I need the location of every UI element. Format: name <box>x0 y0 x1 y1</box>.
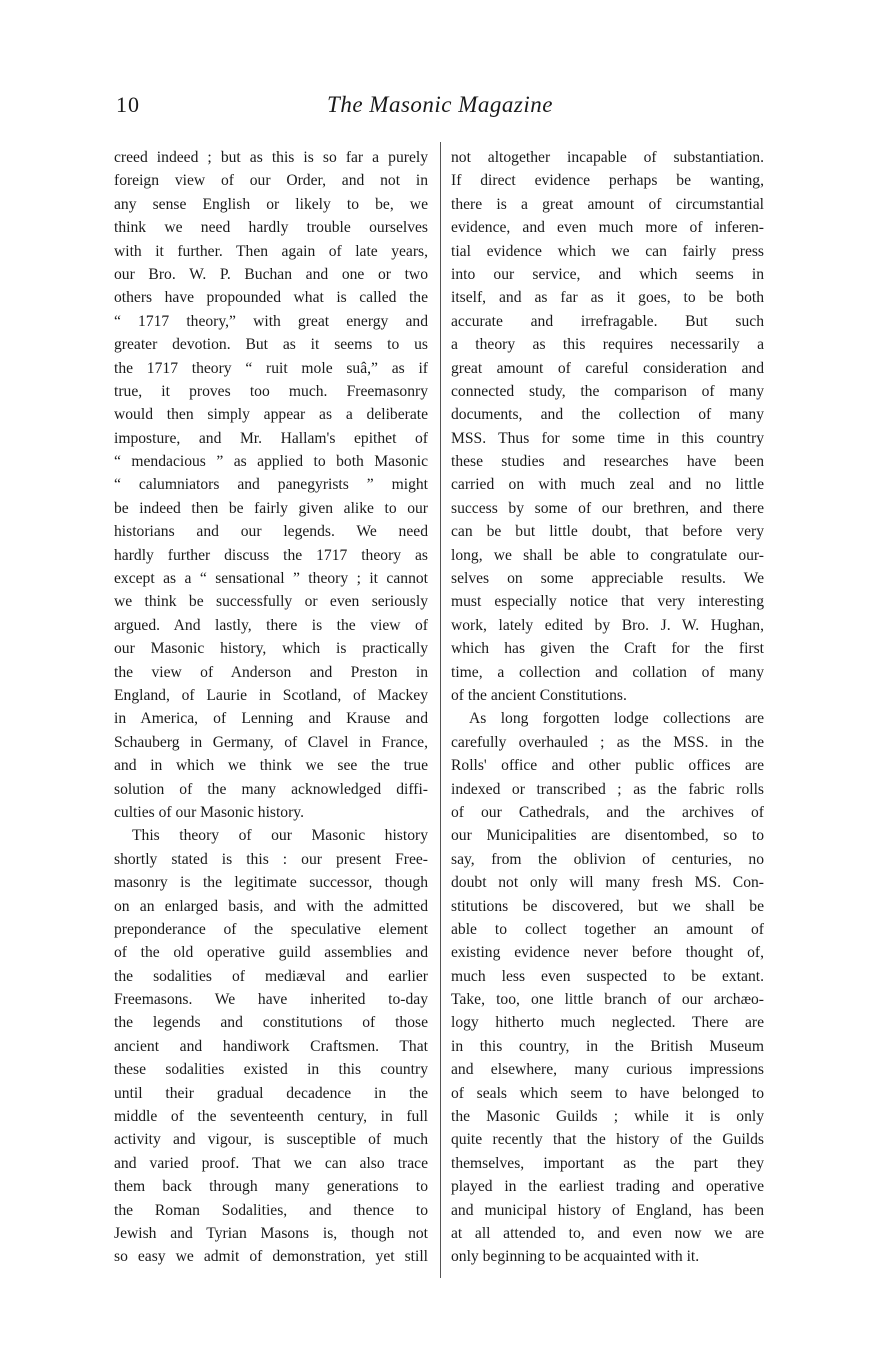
text-line: This theory of our Masonic history <box>132 827 428 845</box>
text-line: hardly further discuss the 1717 theory as <box>114 546 428 564</box>
text-line: can be but little doubt, that before very <box>451 523 764 541</box>
page-header <box>0 92 880 122</box>
text-line: long, we shall be able to congratulate our- <box>451 546 764 564</box>
text-line: a theory as this requires necessarily a <box>451 336 764 354</box>
text-line: would then simply appear as a deliberate <box>114 406 428 424</box>
text-line: our Masonic history, which is practically <box>114 640 428 658</box>
text-line: imposture, and Mr. Hallam's epithet of <box>114 429 428 447</box>
text-line: into our service, and which seems in <box>451 265 764 283</box>
text-line: in this country, in the British Museum <box>451 1037 764 1055</box>
text-line: foreign view of our Order, and not in <box>114 172 428 190</box>
text-line: themselves, important as the part they <box>451 1154 764 1172</box>
text-line: logy hitherto much neglected. There are <box>451 1014 764 1032</box>
text-line: argued. And lastly, there is the view of <box>114 616 428 634</box>
text-line: able to collect together an amount of <box>451 920 764 938</box>
text-line: true, it proves too much. Freemasonry <box>114 382 428 400</box>
text-line: these sodalities existed in this country <box>114 1061 428 1079</box>
text-line: of the ancient Constitutions. <box>451 686 627 704</box>
text-line: and varied proof. That we can also trace <box>114 1154 428 1172</box>
text-line: not altogether incapable of substantiation. <box>451 149 764 166</box>
text-line: of the old operative guild assemblies and <box>114 944 428 962</box>
text-line: Take, too, one little branch of our archæo- <box>451 991 764 1009</box>
text-line: any sense English or likely to be, we <box>114 195 428 213</box>
text-line: doubt not only will many fresh MS. Con- <box>451 874 764 892</box>
text-line: MSS. Thus for some time in this country <box>451 429 764 447</box>
text-line: historians and our legends. We need <box>114 523 428 541</box>
text-line: and in which we think we see the true <box>114 757 428 775</box>
text-line: carefully overhauled ; as the MSS. in the <box>451 733 764 751</box>
text-line: our Bro. W. P. Buchan and one or two <box>114 265 428 283</box>
text-line: others have propounded what is called the <box>114 289 428 307</box>
text-line: “ calumniators and panegyrists ” might <box>114 476 428 494</box>
text-line: with it further. Then again of late years, <box>114 242 428 260</box>
text-line: think we need hardly trouble ourselves <box>114 219 428 237</box>
text-line: England, of Laurie in Scotland, of Mackey <box>114 686 428 704</box>
text-line: these studies and researches have been <box>451 453 764 471</box>
text-line: “ mendacious ” as applied to both Masonic <box>114 453 428 471</box>
text-line: preponderance of the speculative element <box>114 920 428 938</box>
text-line: much less even suspected to be extant. <box>451 967 764 985</box>
text-line: must especially notice that very interesting <box>451 593 764 611</box>
right-column <box>451 146 764 1269</box>
text-line: except as a “ sensational ” theory ; it cannot <box>114 570 428 588</box>
text-line: and elsewhere, many curious impressions <box>451 1061 764 1079</box>
text-line: be indeed then be fairly given alike to our <box>114 499 428 517</box>
left-column <box>114 146 428 1269</box>
text-line: so easy we admit of demonstration, yet still <box>114 1248 428 1266</box>
text-line: evidence, and even much more of inferen- <box>451 219 764 237</box>
text-line: played in the earliest trading and operative <box>451 1178 764 1196</box>
text-line: accurate and irrefragable. But such <box>451 312 764 330</box>
text-line: quite recently that the history of the Guilds <box>451 1131 764 1149</box>
text-line: indexed or transcribed ; as the fabric rolls <box>451 780 764 798</box>
text-line: itself, and as far as it goes, to be both <box>451 289 764 307</box>
text-line: creed indeed ; but as this is so far a purely <box>114 149 428 166</box>
text-line: documents, and the collection of many <box>451 406 764 424</box>
text-line: there is a great amount of circumstantial <box>451 195 764 213</box>
column-divider <box>440 142 441 1278</box>
text-line: of seals which seem to have belonged to <box>451 1084 764 1102</box>
text-line: If direct evidence perhaps be wanting, <box>451 172 764 190</box>
text-line: the sodalities of mediæval and earlier <box>114 967 428 985</box>
text-line: carried on with much zeal and no little <box>451 476 764 494</box>
text-line: greater devotion. But as it seems to us <box>114 336 428 354</box>
text-line: tial evidence which we can fairly press <box>451 242 764 260</box>
text-line: the Masonic Guilds ; while it is only <box>451 1108 764 1126</box>
text-line: the 1717 theory “ ruit mole suâ,” as if <box>114 359 428 377</box>
text-line: “ 1717 theory,” with great energy and <box>114 312 428 330</box>
text-line: Jewish and Tyrian Masons is, though not <box>114 1224 428 1242</box>
text-line: ancient and handiwork Craftsmen. That <box>114 1037 428 1055</box>
text-line: shortly stated is this : our present Free- <box>114 850 428 868</box>
text-line: middle of the seventeenth century, in full <box>114 1108 428 1126</box>
text-line: Schauberg in Germany, of Clavel in France, <box>114 733 428 751</box>
text-line: existing evidence never before thought of, <box>451 944 764 962</box>
text-line: Rolls' office and other public offices are <box>451 757 764 775</box>
text-line: of our Cathedrals, and the archives of <box>451 803 764 821</box>
text-line: on an enlarged basis, and with the admitted <box>114 897 428 915</box>
text-line: solution of the many acknowledged diffi- <box>114 780 428 798</box>
text-line: we think be successfully or even seriously <box>114 593 428 611</box>
text-line: the legends and constitutions of those <box>114 1014 428 1032</box>
text-line: great amount of careful consideration and <box>451 359 764 377</box>
text-line: the view of Anderson and Preston in <box>114 663 428 681</box>
text-line: in America, of Lenning and Krause and <box>114 710 428 728</box>
text-line: only beginning to be acquainted with it. <box>451 1248 700 1266</box>
text-line: As long forgotten lodge collections are <box>469 710 764 728</box>
text-line: activity and vigour, is susceptible of much <box>114 1131 428 1149</box>
text-line: the Roman Sodalities, and thence to <box>114 1201 428 1219</box>
text-line: selves on some appreciable results. We <box>451 570 764 588</box>
page-number: 10 <box>116 92 140 117</box>
running-title: The Masonic Magazine <box>327 92 553 117</box>
text-line: stitutions be discovered, but we shall be <box>451 897 764 915</box>
text-line: connected study, the comparison of many <box>451 382 764 400</box>
text-line: until their gradual decadence in the <box>114 1084 428 1102</box>
text-line: our Municipalities are disentombed, so to <box>451 827 764 845</box>
text-line: at all attended to, and even now we are <box>451 1224 764 1242</box>
text-line: which has given the Craft for the first <box>451 640 764 658</box>
text-line: work, lately edited by Bro. J. W. Hughan, <box>451 616 764 634</box>
text-line: success by some of our brethren, and there <box>451 499 764 517</box>
text-line: masonry is the legitimate successor, though <box>114 874 428 892</box>
text-line: say, from the oblivion of centuries, no <box>451 850 764 868</box>
text-line: time, a collection and collation of many <box>451 663 764 681</box>
text-line: and municipal history of England, has been <box>451 1201 764 1219</box>
text-line: Freemasons. We have inherited to-day <box>114 991 428 1009</box>
text-line: culties of our Masonic history. <box>114 803 304 821</box>
text-line: them back through many generations to <box>114 1178 428 1196</box>
